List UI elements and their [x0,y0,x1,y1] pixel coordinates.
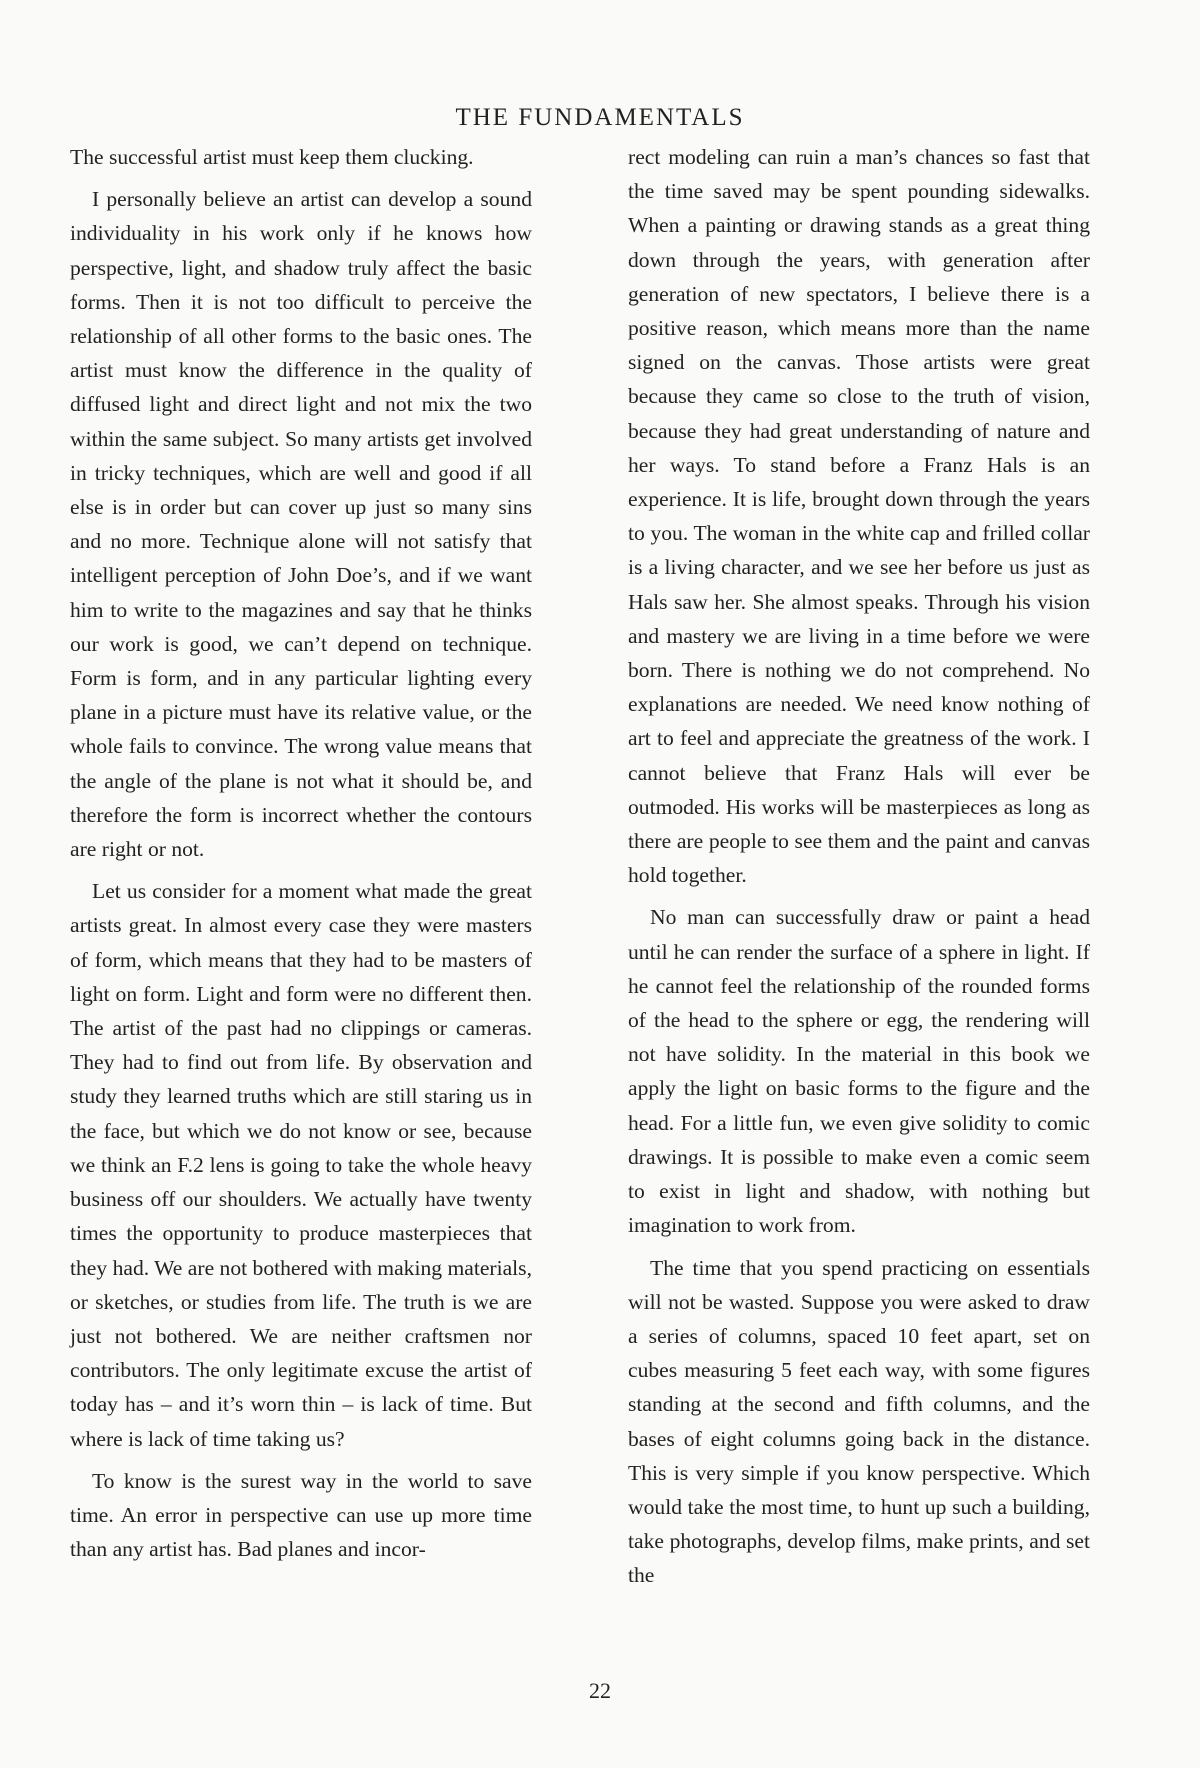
paragraph: To know is the surest way in the world to save time. An error in perspective can use up more time than any artist has. Bad planes and incor- [70,1468,532,1562]
paragraph: The time that you spend practicing on essentials will not be wasted. Suppose you were asked to draw a series of columns, spaced 10 feet apart, set on cubes measuring 5 feet each way, with some figures standing at the second and fifth columns, and the bases of eight columns going back in the distance. This is very simple if you know perspective. Which would take the most time, to hunt up such a building, take photographs, develop films, make prints, and set the [628,1255,1090,1588]
right-column [628,140,1090,1601]
paragraph: The successful artist must keep them clucking. [70,145,474,169]
running-head: THE FUNDAMENTALS [455,104,745,131]
paragraph: No man can successfully draw or paint a head until he can render the surface of a sphere in light. If he cannot feel the relationship of the rounded forms of the head to the sphere or egg, the rendering will not have solidity. In the material in this book we apply the light on basic forms to the figure and the head. For a little fun, we even give solidity to comic drawings. It is possible to make even a comic seem to exist in light and shadow, with nothing but imagination to work from. [628,905,1090,1238]
paragraph: I personally believe an artist can develop a sound individuality in his work only if he knows how perspective, light, and shadow truly affect the basic forms. Then it is not too difficult to perceive the relationship of all other forms to the basic ones. The artist must know the difference in the quality of diffused light and direct light and not mix the two within the same subject. So many artists get involved in tricky techniques, which are well and good if all else is in order but can cover up just so many sins and no more. Technique alone will not satisfy that intelligent perception of John Doe’s, and if we want him to write to the magazines and say that he thinks our work is good, we can’t depend on technique. Form is form, and in any particular lighting every plane in a picture must have its relative value, or the whole fails to convince. The wrong value means that the angle of the plane is not what it should be, and therefore the form is incorrect whether the contours are right or not. [70,187,532,862]
paragraph: Let us consider for a moment what made the great artists great. In almost every case they were masters of form, which means that they had to be masters of light on form. Light and form were no different then. The artist of the past had no clippings or cameras. They had to find out from life. By observation and study they learned truths which are still staring us in the face, but which we do not know or see, because we think an F.2 lens is going to take the whole heavy business off our shoulders. We actually have twenty times the opportunity to produce masterpieces that they had. We are not bothered with making materials, or sketches, or studies from life. The truth is we are just not bothered. We are neither craftsmen nor contributors. The only legitimate excuse the artist of today has – and it’s worn thin – is lack of time. But where is lack of time taking us? [70,879,532,1451]
left-column [70,140,532,1574]
paragraph: rect modeling can ruin a man’s chances so fast that the time saved may be spent pounding sidewalks. When a painting or drawing stands as a great thing down through the years, with generation after generation of new spectators, I believe there is a positive reason, which means more than the name signed on the canvas. Those artists were great because they came so close to the truth of vision, because they had great understanding of nature and her ways. To stand before a Franz Hals is an experience. It is life, brought down through the years to you. The woman in the white cap and frilled collar is a living character, and we see her before us just as Hals saw her. She almost speaks. Through his vision and mastery we are living in a time before we were born. There is nothing we do not comprehend. No explanations are needed. We need know nothing of art to feel and appreciate the greatness of the work. I cannot believe that Franz Hals will ever be outmoded. His works will be masterpieces as long as there are people to see them and the paint and canvas hold together. [628,145,1090,888]
page-number: 22 [589,1678,611,1703]
